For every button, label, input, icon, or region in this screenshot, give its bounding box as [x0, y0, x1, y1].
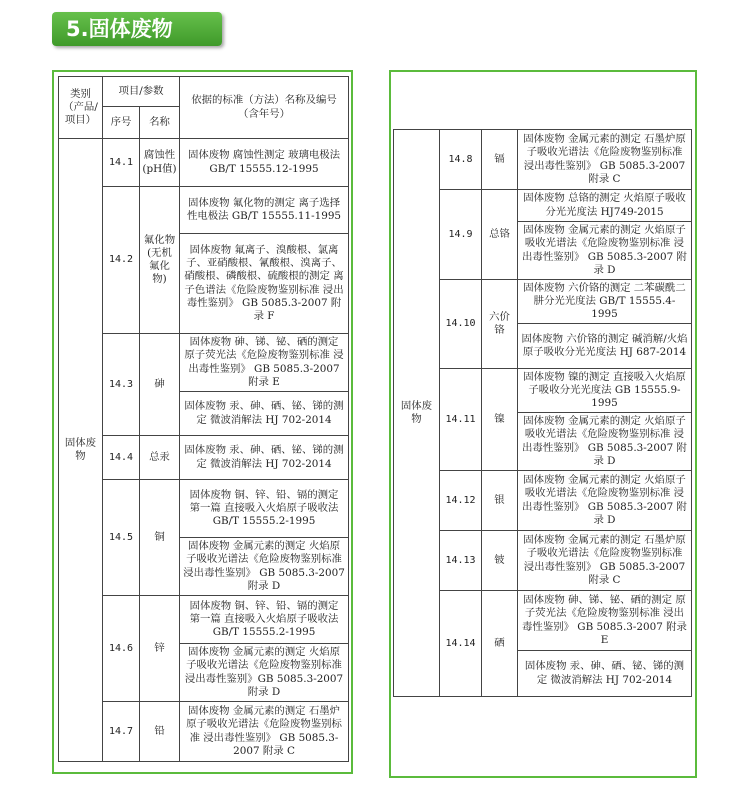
row-name: 砷: [140, 334, 180, 436]
standard-cell: 固体废物 铜、锌、铅、镉的测定 第一篇 直接吸入火焰原子吸收法 GB/T 15555.2-1995: [180, 480, 349, 538]
standards-table-right: [393, 129, 692, 697]
category-cell: 固体废物: [394, 130, 440, 697]
row-number: 14.2: [103, 187, 140, 334]
row-number: 14.8: [440, 130, 482, 190]
row-number: 14.3: [103, 334, 140, 436]
row-name: 总汞: [140, 436, 180, 480]
standards-table-left: [58, 76, 349, 762]
standard-cell: 固体废物 金属元素的测定 火焰原子吸收光谱法《危险废物鉴别标准 浸出毒性鉴别》 GB 5085.3-2007 附录 D: [180, 538, 349, 596]
right-table-panel: [389, 70, 697, 778]
row-name: 腐蚀性(pH值): [140, 139, 180, 187]
row-name: 氟化物(无机氟化物): [140, 187, 180, 334]
standard-cell: 固体废物 腐蚀性测定 玻璃电极法 GB/T 15555.12-1995: [180, 139, 349, 187]
standard-cell: 固体废物 汞、砷、硒、铋、锑的测定 微波消解法 HJ 702-2014: [180, 392, 349, 436]
row-name: 锌: [140, 596, 180, 702]
row-number: 14.11: [440, 369, 482, 471]
standard-cell: 固体废物 金属元素的测定 火焰原子吸收光谱法《危险废物鉴别标准 浸出毒性鉴别》GB 5085.3-2007 附录 D: [180, 644, 349, 702]
row-number: 14.12: [440, 471, 482, 531]
row-number: 14.1: [103, 139, 140, 187]
standard-cell: 固体废物 铜、锌、铅、镉的测定 第一篇 直接吸入火焰原子吸收法 GB/T 15555.2-1995: [180, 596, 349, 644]
row-name: 镉: [482, 130, 518, 190]
row-name: 铍: [482, 531, 518, 591]
row-number: 14.14: [440, 591, 482, 697]
standard-cell: 固体废物 金属元素的测定 火焰原子吸收光谱法《危险废物鉴别标准 浸出毒性鉴别》 GB 5085.3-2007 附录 D: [518, 471, 692, 531]
standard-cell: 固体废物 砷、锑、铋、硒的测定 原子荧光法《危险废物鉴别标准 浸出毒性鉴别》 GB 5085.3-2007 附录 E: [180, 334, 349, 392]
row-number: 14.6: [103, 596, 140, 702]
header-item-param: 项目/参数: [103, 77, 180, 107]
standard-cell: 固体废物 总铬的测定 火焰原子吸收分光光度法 HJ749-2015: [518, 190, 692, 222]
header-category: 类别（产品/项目）: [59, 77, 103, 139]
row-name: 铜: [140, 480, 180, 596]
standard-cell: 固体废物 砷、锑、铋、硒的测定 原子荧光法《危险废物鉴别标准 浸出毒性鉴别》 GB 5085.3-2007 附录 E: [518, 591, 692, 651]
standard-cell: 固体废物 金属元素的测定 石墨炉原子吸收光谱法《危险废物鉴别标准 浸出毒性鉴别》 GB 5085.3-2007 附录 C: [180, 702, 349, 762]
standard-cell: 固体废物 氟离子、溴酸根、氯离子、亚硝酸根、氰酸根、溴离子、硝酸根、磷酸根、硫酸根的测定 离子色谱法《危险废物鉴别标准 浸出毒性鉴别》 GB 5085.3-2007 附录 F: [180, 234, 349, 334]
standard-cell: 固体废物 金属元素的测定 石墨炉原子吸收光谱法《危险废物鉴别标准 浸出毒性鉴别》 GB 5085.3-2007 附录 C: [518, 531, 692, 591]
standard-cell: 固体废物 镍的测定 直接吸入火焰原子吸收分光光度法 GB 15555.9-1995: [518, 369, 692, 413]
row-number: 14.9: [440, 190, 482, 280]
standard-cell: 固体废物 六价铬的测定 碱消解/火焰原子吸收分光光度法 HJ 687-2014: [518, 324, 692, 369]
standard-cell: 固体废物 金属元素的测定 火焰原子吸收光谱法《危险废物鉴别标准 浸出毒性鉴别》 GB 5085.3-2007 附录 D: [518, 413, 692, 471]
row-name: 六价铬: [482, 280, 518, 369]
row-name: 银: [482, 471, 518, 531]
standard-cell: 固体废物 汞、砷、硒、铋、锑的测定 微波消解法 HJ 702-2014: [518, 651, 692, 697]
header-name: 名称: [140, 107, 180, 139]
row-name: 总铬: [482, 190, 518, 280]
section-title: 5.固体废物: [66, 17, 173, 41]
header-standard: 依据的标准（方法）名称及编号（含年号）: [180, 77, 349, 139]
row-number: 14.10: [440, 280, 482, 369]
left-table-panel: [52, 70, 353, 774]
row-number: 14.4: [103, 436, 140, 480]
standard-cell: 固体废物 金属元素的测定 石墨炉原子吸收光谱法《危险废物鉴别标准 浸出毒性鉴别》 GB 5085.3-2007 附录 C: [518, 130, 692, 190]
standard-cell: 固体废物 氟化物的测定 离子选择性电极法 GB/T 15555.11-1995: [180, 187, 349, 234]
row-name: 镍: [482, 369, 518, 471]
section-title-banner: [52, 12, 222, 46]
row-number: 14.7: [103, 702, 140, 762]
header-seq: 序号: [103, 107, 140, 139]
row-name: 硒: [482, 591, 518, 697]
standard-cell: 固体废物 汞、砷、硒、铋、锑的测定 微波消解法 HJ 702-2014: [180, 436, 349, 480]
row-name: 铅: [140, 702, 180, 762]
category-cell: 固体废物: [59, 139, 103, 762]
standard-cell: 固体废物 六价铬的测定 二苯碳酰二肼分光光度法 GB/T 15555.4-1995: [518, 280, 692, 324]
row-number: 14.13: [440, 531, 482, 591]
row-number: 14.5: [103, 480, 140, 596]
standard-cell: 固体废物 金属元素的测定 火焰原子吸收光谱法《危险废物鉴别标准 浸出毒性鉴别》 GB 5085.3-2007 附录 D: [518, 222, 692, 280]
